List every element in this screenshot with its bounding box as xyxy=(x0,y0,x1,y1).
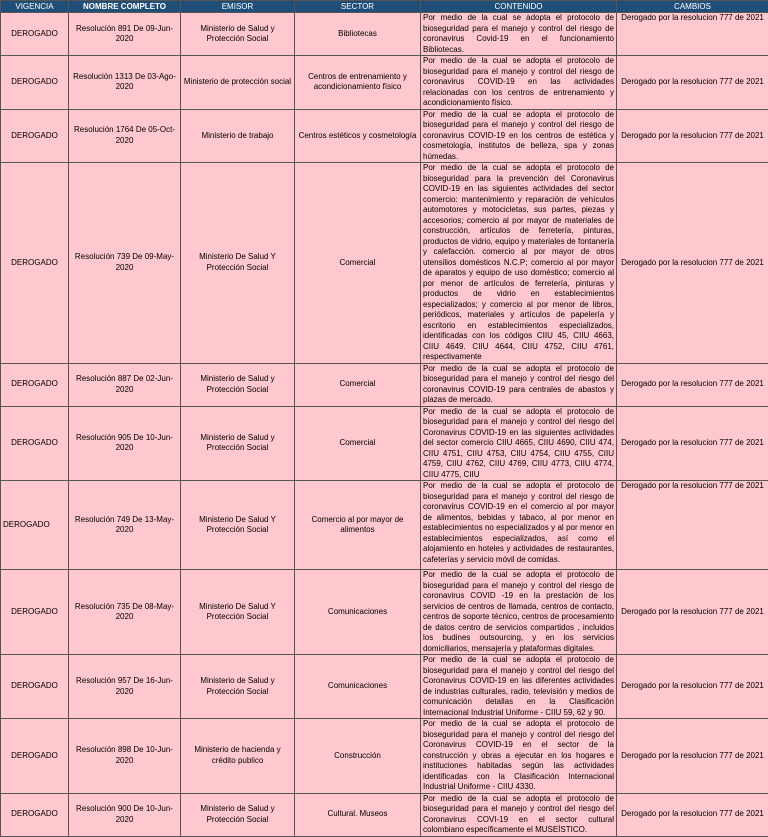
contenido-cell: Por medio de la cual se adopta el protocolo de bioseguridad para el manejo y control del riesgo del Coronavirus COVI-19 en el sector cultural colombiano específicamente el MUSEÍSTICO. xyxy=(421,793,617,836)
sector-cell: Centros estéticos y cosmetología xyxy=(295,109,421,163)
contenido-cell: Por medio de la cual se adopta el protocolo de bioseguridad para el manejo y control del riesgo del Coronavirus COVID-19 en el sector de la construcción y obras a ejecutar en los hogares e instituciones habitadas según las actividades identificadas con la Clasificación Internacional Industrial Uniforme - CIIU 4330. xyxy=(421,719,617,794)
cambios-cell: Derogado por la resolucion 777 de 2021 xyxy=(617,719,768,794)
emisor-cell: Ministerio de protección social xyxy=(181,56,295,110)
contenido-cell: Por medio de la cual se adopta el protocolo de bioseguridad para el manejo y control del riesgo del Coronavirus COVID-19 en las siguientes actividades del sector comercio CIIU 4665, CIIU 4690, CIIU 474, CIIU 4751, CIIU 4753, CIIU 4754, CIIU 4755, CIIU 4759, CIIU 4762, CIIU 4769, CIIU 4773, CIIU 4774, CIIU 4775, CIIU xyxy=(421,406,617,481)
table-row xyxy=(1,570,768,655)
sector-cell: Cultural. Museos xyxy=(295,793,421,836)
table-row xyxy=(1,56,768,110)
contenido-cell: Por medio de la cual se adopta el protocolo de bioseguridad para la prevención del Coronavirus COVID-19 en las siguientes actividades del sector comercio: mantenimiento y reparación de vehículos automotores y motocicletas, sus partes, piezas y accesorios; comercio al por mayor de materiales de construcción, artículos de ferretería, pinturas, productos de vidrio, equipo y materiales de fontanería y calefacción. comercio al por mayor de otros utensilios domésticos N.C.P; comercio al por mayor de aparatos y equipo de uso doméstico; comercio al por menor de artículos de ferretería, pinturas y productos de vidrio en establecimientos especializados; y comercio al por menor de libros, periódicos, materiales y artículos de papelería y escritorio en establecimientos especializados, identificadas con los códigos CIIU 45, CIIU 4663, CIIU 4649. CIIU 4644, CIIU 4752, CIIU 4761, respectivamente xyxy=(421,163,617,364)
contenido-cell: Por medio de la cual se adopta el protocolo de bioseguridad para el manejo y control del riesgo de coronavirus COVID-19 en las actividades relacionadas con los centros de entrenamiento y acondicionamiento físico. xyxy=(421,56,617,110)
nombre-cell: Resolución 898 De 10-Jun-2020 xyxy=(69,719,181,794)
emisor-cell: Ministerio De Salud Y Protección Social xyxy=(181,570,295,655)
cambios-cell: Derogado por la resolucion 777 de 2021 xyxy=(617,406,768,481)
emisor-cell: Ministerio de trabajo xyxy=(181,109,295,163)
contenido-cell: Por medio de la cual se adopta el protocolo de bioseguridad para el manejo y control del riesgo del coronavirus COVID-19 para centrales de abastos y plazas de mercado. xyxy=(421,363,617,406)
nombre-cell: Resolución 749 De 13-May-2020 xyxy=(69,481,181,570)
header-cambios: CAMBIOS xyxy=(617,1,768,13)
header-vigencia: VIGENCIA xyxy=(1,1,69,13)
sector-cell: Centros de entrenamiento y acondicionamiento físico xyxy=(295,56,421,110)
table-row xyxy=(1,481,768,570)
sector-cell: Comercio al por mayor de alimentos xyxy=(295,481,421,570)
vigencia-cell: DEROGADO xyxy=(1,406,69,481)
nombre-cell: Resolución 735 De 08-May-2020 xyxy=(69,570,181,655)
nombre-cell: Resolución 900 De 10-Jun-2020 xyxy=(69,793,181,836)
emisor-cell: Ministerio de Salud y Protección Social xyxy=(181,406,295,481)
header-row xyxy=(1,1,768,13)
vigencia-cell: DEROGADO xyxy=(1,655,69,719)
contenido-cell: Por medio de la cual se adopta el protocolo de bioseguridad para el manejo y control del riesgo de coronavirus COVID-19 en los centros de estética y cosmetología, institutos de belleza, spa y zonas húmedas. xyxy=(421,109,617,163)
cambios-cell: Derogado por la resolucion 777 de 2021 xyxy=(617,363,768,406)
emisor-cell: Ministerio De Salud Y Protección Social xyxy=(181,163,295,364)
emisor-cell: Ministerio de Salud y Protección Social xyxy=(181,363,295,406)
table-row xyxy=(1,163,768,364)
sector-cell: Comercial xyxy=(295,163,421,364)
nombre-cell: Resolución 1313 De 03-Ago-2020 xyxy=(69,56,181,110)
vigencia-cell: DEROGADO xyxy=(1,570,69,655)
table-row xyxy=(1,793,768,836)
sector-cell: Comunicaciones xyxy=(295,655,421,719)
sector-cell: Bibliotecas xyxy=(295,13,421,56)
cambios-cell: Derogado por la resolucion 777 de 2021 xyxy=(617,655,768,719)
table-row xyxy=(1,655,768,719)
vigencia-cell: DEROGADO xyxy=(1,56,69,110)
sector-cell: Construcción xyxy=(295,719,421,794)
emisor-cell: Ministerio de Salud y Protección Social xyxy=(181,793,295,836)
nombre-cell: Resolución 891 De 09-Jun-2020 xyxy=(69,13,181,56)
table-row xyxy=(1,406,768,481)
vigencia-cell: DEROGADO xyxy=(1,13,69,56)
nombre-cell: Resolución 739 De 09-May-2020 xyxy=(69,163,181,364)
nombre-cell: Resolución 905 De 10-Jun-2020 xyxy=(69,406,181,481)
cambios-cell: Derogado por la resolucion 777 de 2021 xyxy=(617,481,768,570)
cambios-cell: Derogado por la resolucion 777 de 2021 xyxy=(617,793,768,836)
table-row xyxy=(1,109,768,163)
table-row xyxy=(1,13,768,56)
nombre-cell: Resolución 1764 De 05-Oct-2020 xyxy=(69,109,181,163)
sector-cell: Comunicaciones xyxy=(295,570,421,655)
table-row xyxy=(1,719,768,794)
emisor-cell: Ministerio de Salud y Protección Social xyxy=(181,655,295,719)
nombre-cell: Resolución 887 De 02-Jun-2020 xyxy=(69,363,181,406)
header-nombre-completo: NOMBRE COMPLETO xyxy=(69,1,181,13)
vigencia-cell: DEROGADO xyxy=(1,793,69,836)
emisor-cell: Ministerio De Salud Y Protección Social xyxy=(181,481,295,570)
emisor-cell: Ministerio de hacienda y crédito publico xyxy=(181,719,295,794)
contenido-cell: Por medio de la cual se adopta el protocolo de bioseguridad para el manejo y control del riesgo del Coronavirus COVID-19 en las diferentes actividades de industrias culturales, radio, televisión y medios de comunicación detallas en la Clasificación Internacional Industrial Uniforme - CIIU 59, 62 y 90. xyxy=(421,655,617,719)
cambios-cell: Derogado por la resolucion 777 de 2021 xyxy=(617,570,768,655)
vigencia-cell: DEROGADO xyxy=(1,109,69,163)
cambios-cell: Derogado por la resolucion 777 de 2021 xyxy=(617,13,768,56)
contenido-cell: Por medio de la cual se adopta el protocolo de bioseguridad para el manejo y control del riesgo de coronavirus Covid-19 en el funcionamiento Bibliotecas. xyxy=(421,13,617,56)
vigencia-cell: DEROGADO xyxy=(1,363,69,406)
emisor-cell: Ministerio de Salud y Protección Social xyxy=(181,13,295,56)
vigencia-cell: DEROGADO xyxy=(1,481,69,570)
cambios-cell: Derogado por la resolucion 777 de 2021 xyxy=(617,109,768,163)
sector-cell: Comercial xyxy=(295,363,421,406)
header-contenido: CONTENIDO xyxy=(421,1,617,13)
contenido-cell: Por medio de la cual se adopta el protocolo de bioseguridad para el manejo y control del riesgo de coronavirus COVID-19 en el comercio al por mayor de alimentos, bebidas y tabaco, al por menor en establecimientos no especializados y al por menor en establecimientos especializados, así como el alojamiento en hoteles y actividades de restaurantes, cafeterías y servicio móvil de comidas. xyxy=(421,481,617,570)
cambios-cell: Derogado por la resolucion 777 de 2021 xyxy=(617,56,768,110)
cambios-cell: Derogado por la resolucion 777 de 2021 xyxy=(617,163,768,364)
header-emisor: EMISOR xyxy=(181,1,295,13)
vigencia-cell: DEROGADO xyxy=(1,719,69,794)
contenido-cell: Por medio de la cual se adopta el protocolo de bioseguridad para el manejo y control del riesgo de coronavirus COVID -19 en la prestación de los servicios de centros de llamada, centros de contacto, centros de soporte técnico, centros de procesamiento de datos centro de servicios compartidos , incluidos los budines outsourcing, y en los servicios domiciliarios, mensajería y plataformas digitales. xyxy=(421,570,617,655)
table-row xyxy=(1,363,768,406)
vigencia-cell: DEROGADO xyxy=(1,163,69,364)
header-sector: SECTOR xyxy=(295,1,421,13)
nombre-cell: Resolución 957 De 16-Jun-2020 xyxy=(69,655,181,719)
sector-cell: Comercial xyxy=(295,406,421,481)
